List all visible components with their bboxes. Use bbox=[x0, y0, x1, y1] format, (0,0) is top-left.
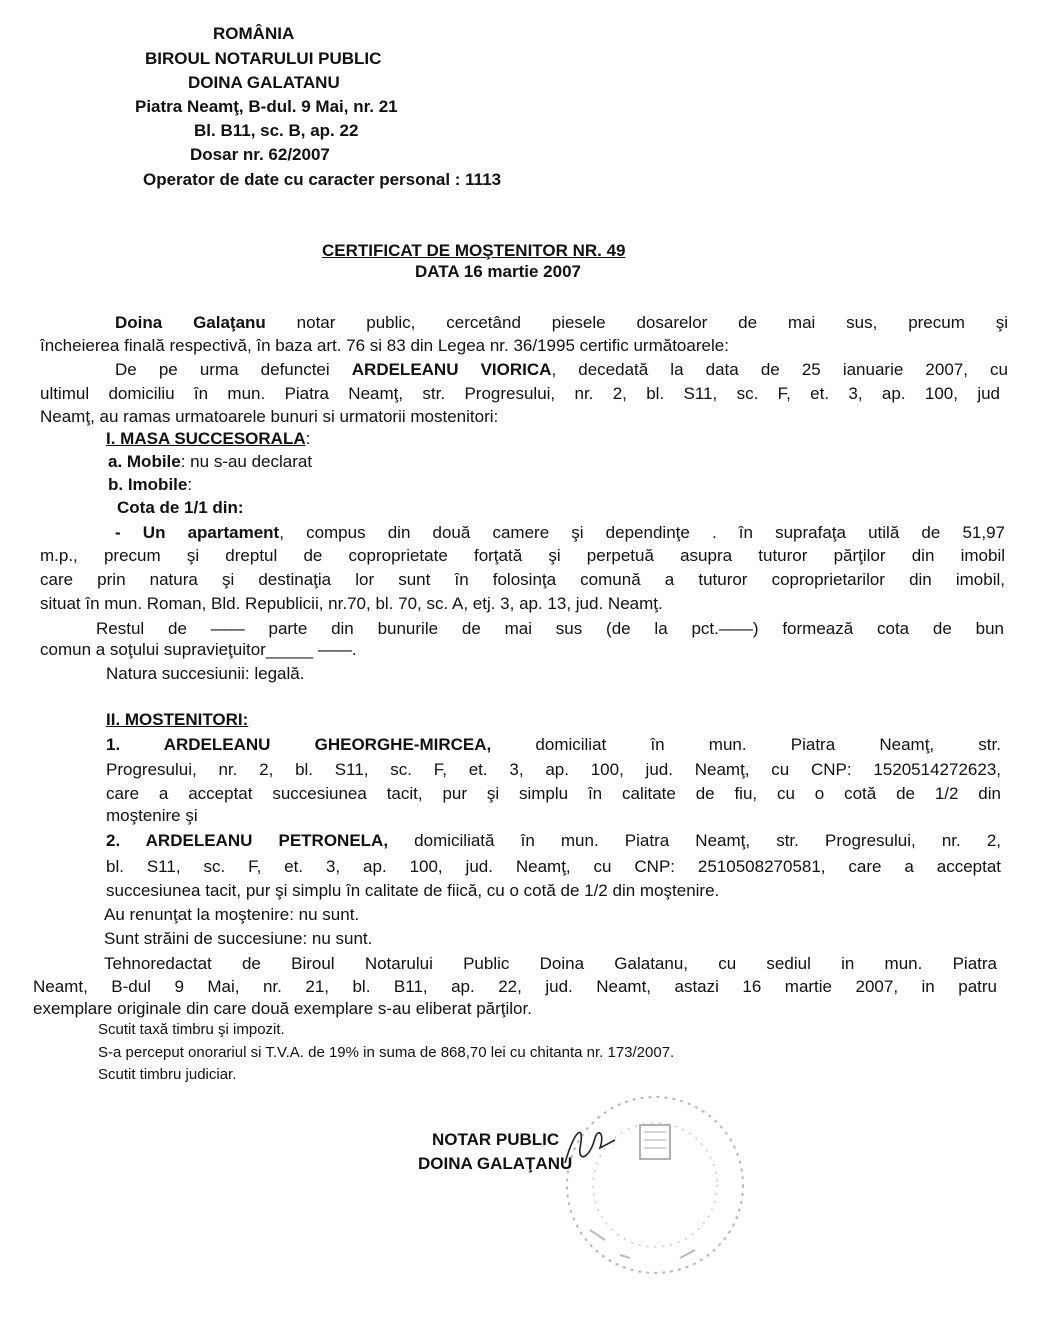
fee-line: S-a perceput onorariul si T.V.A. de 19% in suma de 868,70 lei cu chitanta nr. 173/2007. bbox=[98, 1044, 675, 1061]
closing-line-2: Neamt, B-dul 9 Mai, nr. 21, bl. B11, ap. 22, jud. Neamt, astazi 16 martie 2007, in patru bbox=[33, 977, 997, 996]
intro-line-5: Neamţ, au ramas urmatoarele bunuri si urmatorii mostenitori: bbox=[40, 407, 499, 426]
heir-2-line-3: succesiunea tacit, pur şi simplu în calitate de fiică, cu o cotă de 1/2 din moştenire. bbox=[106, 881, 720, 900]
judicial-stamp-exemption: Scutit timbru judiciar. bbox=[98, 1066, 237, 1083]
estate-share: Cota de 1/1 din: bbox=[117, 498, 244, 517]
heir-1-line-2: Progresului, nr. 2, bl. S11, sc. F, et. 3, ap. 100, jud. Neamţ, cu CNP: 1520514272623, bbox=[106, 760, 1001, 779]
estate-movables bbox=[108, 452, 312, 472]
header-operator: Operator de date cu caracter personal : 1113 bbox=[143, 170, 502, 189]
remainder-b: parte din bunurile de mai sus (de la pct. bbox=[244, 619, 719, 638]
intro-line-3-a: De pe urma defunctei bbox=[115, 360, 352, 379]
heir-1-line-4: moştenire şi bbox=[106, 806, 198, 825]
heirs-heading: II. MOSTENITORI: bbox=[106, 710, 249, 729]
remainder-line-2-blank: _____ ——. bbox=[265, 640, 357, 659]
closing-line-1: Tehnoredactat de Biroul Notarului Public Doina Galatanu, cu sediul in mun. Piatra bbox=[104, 954, 997, 973]
estate-heading bbox=[106, 429, 310, 449]
heir-1-line-3: care a acceptat succesiunea tacit, pur şi simplu în calitate de fiu, cu o cotă de 1/2 din bbox=[106, 784, 1001, 803]
remainder-line-2 bbox=[40, 640, 357, 660]
header-file-number: Dosar nr. 62/2007 bbox=[190, 145, 330, 164]
intro-line-3 bbox=[115, 360, 1008, 380]
certificate-date: DATA 16 martie 2007 bbox=[415, 262, 581, 281]
apartment-label: - Un apartament bbox=[115, 523, 280, 542]
header-office: BIROUL NOTARULUI PUBLIC bbox=[145, 49, 382, 68]
header-address-line1: Piatra Neamţ, B-dul. 9 Mai, nr. 21 bbox=[135, 97, 398, 116]
heir-2-line-1-text: domiciliată în mun. Piatra Neamţ, str. Progresului, nr. 2, bbox=[388, 831, 1002, 850]
apartment-line-2: m.p., precum şi dreptul de coproprietate forţată şi perpetuă asupra tuturor părţilor din imobil bbox=[40, 546, 1005, 565]
estate-heading-text: I. MASA SUCCESORALA bbox=[106, 429, 306, 448]
estate-heading-colon: : bbox=[305, 429, 311, 448]
immovables-label: b. Imobile bbox=[108, 475, 188, 494]
renounced-line: Au renunţat la moştenire: nu sunt. bbox=[104, 905, 360, 924]
intro-line-4: ultimul domiciliu în mun. Piatra Neamţ, str. Progresului, nr. 2, bl. S11, sc. F, et. 3, ap. 100, jud bbox=[40, 384, 1000, 403]
header-notary-name: DOINA GALATANU bbox=[188, 73, 340, 92]
apartment-line-3: care prin natura şi destinaţia lor sunt în folosinţa comună a tuturor coproprietarilor din imobil, bbox=[40, 570, 1005, 589]
heir-1-line-1-text: domiciliat în mun. Piatra Neamţ, str. bbox=[491, 735, 1001, 754]
tax-exemption: Scutit taxă timbru şi impozit. bbox=[98, 1021, 285, 1038]
header-country: ROMÂNIA bbox=[213, 24, 295, 43]
certificate-title: CERTIFICAT DE MOŞTENITOR NR. 49 bbox=[322, 241, 626, 260]
notary-name-inline: Doina Galaţanu bbox=[115, 313, 266, 332]
remainder-blank-2: —— bbox=[718, 619, 753, 638]
movables-text: : nu s-au declarat bbox=[180, 452, 313, 471]
handwritten-signature bbox=[560, 1118, 620, 1178]
intro-line-1-text: notar public, cercetând piesele dosarelor de mai sus, precum şi bbox=[265, 313, 1008, 332]
heir-2-line-2: bl. S11, sc. F, et. 3, ap. 100, jud. Neamţ, cu CNP: 2510508270581, care a acceptat bbox=[106, 857, 1001, 876]
remainder-line-2-text: comun a soţului supravieţuitor bbox=[40, 640, 266, 659]
estate-immovables bbox=[108, 475, 192, 495]
apartment-line-1-text: , compus din două camere şi dependinţe . în suprafaţa utilă de 51,97 bbox=[279, 523, 1005, 542]
remainder-line-1 bbox=[96, 619, 1004, 639]
intro-line-3-b: , decedată la data de 25 ianuarie 2007, cu bbox=[551, 360, 1008, 379]
remainder-c: ) formează cota de bun bbox=[752, 619, 1005, 638]
intro-line-2: încheierea finală respectivă, în baza art. 76 si 83 din Legea nr. 36/1995 certific următoarele: bbox=[40, 336, 729, 355]
succession-nature: Natura succesiunii: legală. bbox=[106, 664, 305, 683]
closing-line-3: exemplare originale din care două exemplare s-au eliberat părţilor. bbox=[33, 999, 532, 1018]
heir-2-line-1 bbox=[106, 831, 1001, 851]
remainder-a: Restul de bbox=[96, 619, 211, 638]
heir-1-line-1 bbox=[106, 735, 1001, 755]
heir-1-name: 1. ARDELEANU GHEORGHE-MIRCEA, bbox=[106, 735, 492, 754]
remainder-blank-1: —— bbox=[210, 619, 245, 638]
intro-line-1 bbox=[115, 313, 1008, 333]
header-address-line2: Bl. B11, sc. B, ap. 22 bbox=[194, 121, 359, 140]
deceased-name: ARDELEANU VIORICA bbox=[351, 360, 552, 379]
movables-label: a. Mobile bbox=[108, 452, 181, 471]
apartment-line-1 bbox=[115, 523, 1005, 543]
heir-2-name: 2. ARDELEANU PETRONELA, bbox=[106, 831, 389, 850]
signature-title: NOTAR PUBLIC bbox=[432, 1130, 560, 1149]
apartment-line-4: situat în mun. Roman, Bld. Republicii, nr.70, bl. 70, sc. A, etj. 3, ap. 13, jud. Neamţ. bbox=[40, 594, 663, 613]
signature-name: DOINA GALAŢANU bbox=[418, 1154, 573, 1173]
immovables-text: : bbox=[187, 475, 193, 494]
strangers-line: Sunt străini de succesiune: nu sunt. bbox=[104, 929, 373, 948]
